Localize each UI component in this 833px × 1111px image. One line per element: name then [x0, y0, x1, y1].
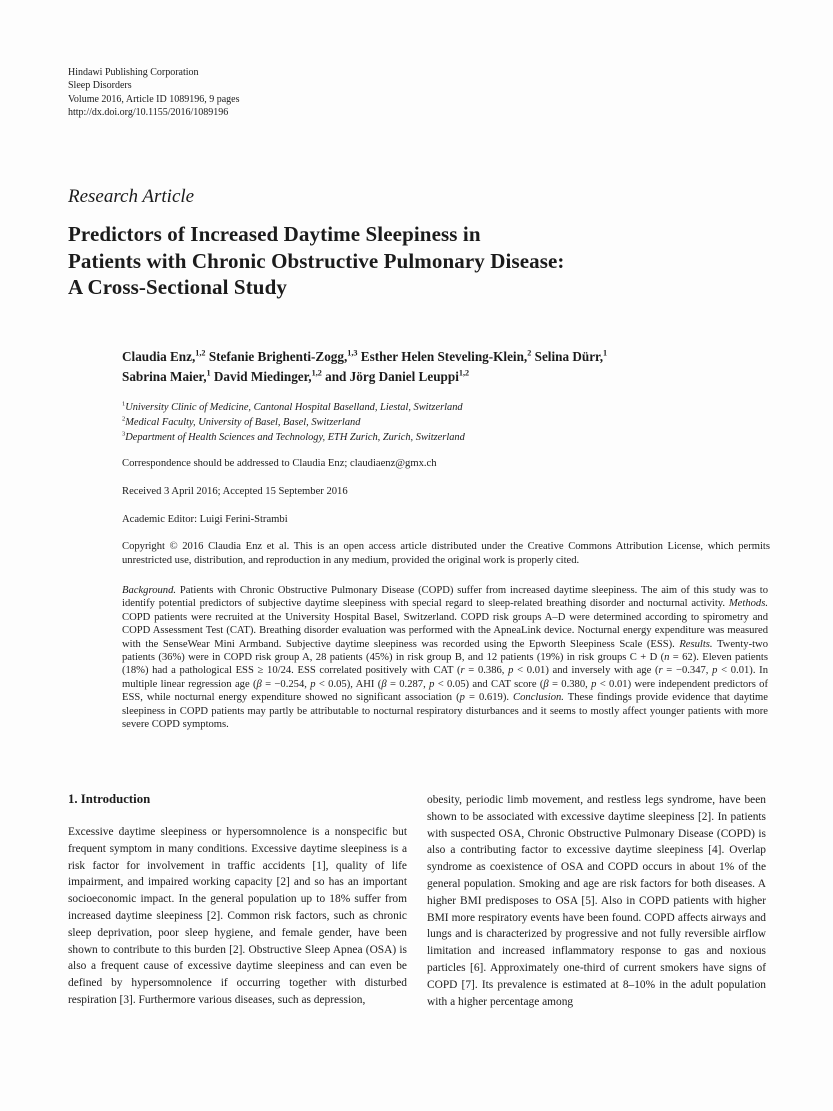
copyright-notice: Copyright © 2016 Claudia Enz et al. This is an open access article distributed under the Creative Commons Attribution License, which permits unrestricted use, distribution, and reproduction in any medium, provided the original work is properly cited.: [122, 541, 770, 566]
correspondence-line: Correspondence should be addressed to Claudia Enz; claudiaenz@gmx.ch: [122, 458, 437, 469]
received-accepted-line: Received 3 April 2016; Accepted 15 September 2016: [122, 486, 348, 497]
article-title: [68, 221, 565, 301]
title-line-3: A Cross-Sectional Study: [68, 275, 287, 299]
body-column-left: [68, 792, 407, 1009]
journal-name: Sleep Disorders: [68, 80, 132, 92]
affiliation-1: $^1$University Clinic of Medicine, Cantonal Hospital Baselland, Liestal, Switzerland: [122, 400, 463, 413]
title-line-2: Patients with Chronic Obstructive Pulmonary Disease:: [68, 248, 565, 273]
publisher-name: Hindawi Publishing Corporation: [68, 67, 199, 78]
affiliation-2: $^2$Medical Faculty, University of Basel, Basel, Switzerland: [122, 415, 361, 428]
introduction-paragraph-right: obesity, periodic limb movement, and restless legs syndrome, have been shown to be associated with excessive daytime sleepiness [2]. In patients with suspected OSA, Chronic Obstructive Pulmonary Disease (COPD) is also a contributing factor to excessive daytime sleepiness [4]. Overlap syndrome as coexistence of OSA and COPD occurs in about 1% of the general population. Smoking and age are risk factors for both diseases. A higher BMI predisposes to OSA [5]. Also in COPD patients with higher BMI more respiratory events have been found. COPD affects airways and lungs and is characterized by progressive and not fully reversible airflow limitation and increased inflammatory response to gas and noxious particles [6]. Approximately one-third of current smokers have signs of COPD [7]. Its prevalence is estimated at 8–10% in the adult population with a higher percentage among: [427, 794, 766, 1008]
title-line-1: Predictors of Increased Daytime Sleepiness in: [68, 222, 481, 246]
body-column-right: [427, 792, 766, 1010]
volume-info: Volume 2016, Article ID 1089196, 9 pages: [68, 93, 240, 105]
affiliation-3: $^3$Department of Health Sciences and Technology, ETH Zurich, Zurich, Switzerland: [122, 430, 465, 443]
author-list: Claudia Enz,$^{1,2}$ Stefanie Brighenti-Zogg,$^{1,3}$ Esther Helen Steveling-Klein,$^2$ Selina Dürr,$^1$ Sabrina Maier,$^1$ David Miedinger,$^{1,2}$ and Jörg Daniel Leuppi$^{1,2}$: [122, 348, 608, 384]
academic-editor-line: Academic Editor: Luigi Ferini-Strambi: [122, 514, 288, 525]
affiliation-list: [122, 401, 465, 445]
section-heading-introduction: 1. Introduction: [68, 792, 151, 806]
abstract-text: Background. Patients with Chronic Obstructive Pulmonary Disease (COPD) suffer from increased daytime sleepiness. The aim of this study was to identify potential predictors of subjective daytime sleepiness with special regard to sleep-related breathing disorder and nocturnal activity. Methods. COPD patients were recruited at the University Hospital Basel, Switzerland. COPD risk groups A–D were determined according to spirometry and COPD Assessment Test (CAT). Breathing disorder evaluation was performed with the ApneaLink device. Nocturnal energy expenditure was measured with the SenseWear Mini Armband. Subjective daytime sleepiness was recorded using the Epworth Sleepiness Scale (ESS). Results. Twenty-two patients (36%) were in COPD risk group A, 28 patients (45%) in risk group B, and 12 patients (19%) in risk groups C + D (n = 62). Eleven patients (18%) had a pathological ESS ≥ 10/24. ESS correlated positively with CAT (r = 0.386, p < 0.01) and inversely with age (r = −0.347, p < 0.01). In multiple linear regression age (β = −0.254, p < 0.05), AHI (β = 0.287, p < 0.05) and CAT score (β = 0.380, p < 0.01) were independent predictors of ESS, while nocturnal energy expenditure showed no significant association (p = 0.619). Conclusion. These findings provide evidence that daytime sleepiness in COPD patients may partly be attributable to nocturnal respiratory disturbances and it seems to mostly affect younger patients with more severe COPD symptoms.: [122, 585, 769, 731]
publisher-header: [68, 66, 239, 120]
article-type-label: Research Article: [68, 186, 195, 207]
doi-url: http://dx.doi.org/10.1155/2016/1089196: [68, 107, 229, 119]
introduction-paragraph-left: Excessive daytime sleepiness or hypersomnolence is a nonspecific but frequent symptom in many conditions. Excessive daytime sleepiness is a risk factor for involvement in traffic accidents [1], quality of life impairment, and impaired working capacity [2] and so has an important socioeconomic impact. In the general population up to 18% suffer from increased daytime sleepiness [2]. Common risk factors, such as chronic sleep deprivation, poor sleep hygiene, and female gender, have been shown to contribute to this burden [2]. Obstructive Sleep Apnea (OSA) is also a frequent cause of excessive daytime sleepiness and can even be defined by hypersomnolence if occurring together with disturbed respiration [3]. Furthermore various diseases, such as depression,: [68, 826, 407, 1006]
